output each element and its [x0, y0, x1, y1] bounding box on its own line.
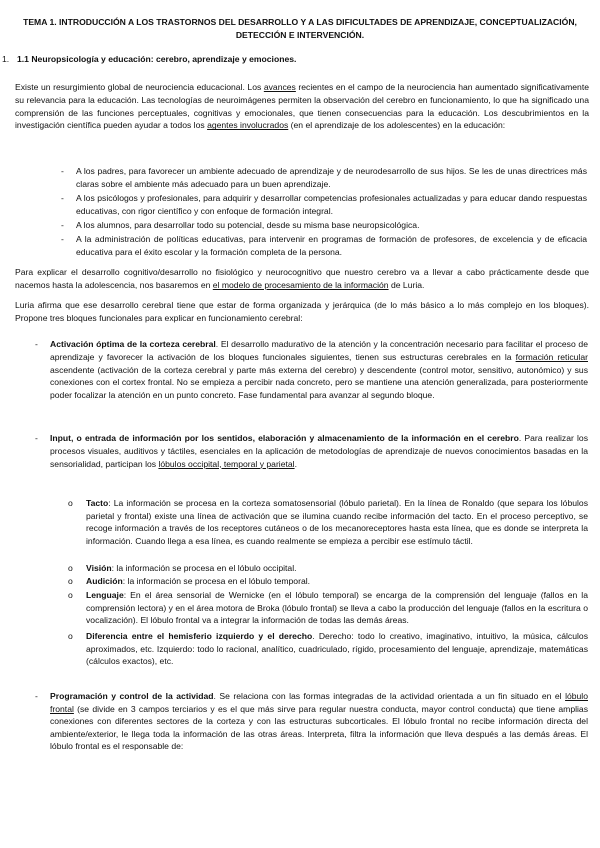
sub-bullet: o [68, 498, 73, 508]
sub-bullet: o [68, 563, 73, 573]
sub-item-hemisferios: Diferencia entre el hemisferio izquierdo y el derecho. Derecho: todo lo creativo, imaginativo, intuitivo, la música, cálculos aproximados, etc. Izquierdo: todo lo racional, analítico, cuadriculado, rígido, procesamiento del lenguaje, aprendizaje, matemáticas (cálculos exactos), etc. [86, 631, 588, 667]
list-dash: - [35, 691, 38, 701]
section-heading: 1.1 Neuropsicología y educación: cerebro, aprendizaje y emociones. [17, 54, 297, 64]
intro-paragraph: Existe un resurgimiento global de neurociencia educacional. Los avances recientes en el campo de la neurociencia han aumentado significativamente su relevancia para la educación. Las tecnologías de neuroimágenes permiten la observación del cerebro en funcionamiento, lo que ha significado una comprensión de las funciones perceptuales, cognitivas y emocionales, que tienen consecuencias para la educación. Los descubrimientos en la investigación científica pueden ayudar a todos los agentes involucrados (en el aprendizaje de los adolescentes) en la educación: [15, 82, 589, 131]
sub-bullet: o [68, 576, 73, 586]
title-line-2: DETECCIÓN E INTERVENCIÓN. [235, 30, 365, 40]
list-dash: - [35, 433, 38, 443]
luria-blocks-paragraph: Luria afirma que ese desarrollo cerebral tiene que estar de forma organizada y jerárquica (de lo más básico a lo más complejo en los bloques). Propone tres bloques funcionales para explicar en funcionamiento cerebral: [15, 300, 589, 323]
document-title [0, 16, 600, 42]
list-item: A los padres, para favorecer un ambiente adecuado de aprendizaje y de neurodesarrollo de sus hijos. Se les de unas directrices más claras sobre el ambiente más adecuado para un buen aprendizaje. [76, 166, 587, 189]
sub-item-tacto: Tacto: La información se procesa en la corteza somatosensorial (lóbulo parietal). En la línea de Ronaldo (que separa los lóbulos parietal y frontal) existe una línea de activación que se ilumina cuando recibe información del tacto. En el proceso perceptivo, se recoge información a través de los receptores cutáneos o de los mecanoreceptores hasta esta línea, que es donde se interpreta la información. Cuando llega a esa línea, es cuando realmente se empieza a percibir ese estímulo táctil. [86, 498, 588, 546]
block-2-input: Input, o entrada de información por los sentidos, elaboración y almacenamiento de la información en el cerebro. Para realizar los procesos visuales, auditivos y táctiles, esenciales en la aplicación de metodologías de aprendizaje de nuevos conocimientos basadas en la sensorialidad, participan los lóbulos occipital, temporal y parietal. [50, 433, 588, 469]
sub-bullet: o [68, 590, 73, 600]
list-dash: - [61, 220, 64, 230]
link-avances: avances [263, 82, 296, 92]
list-item: A los psicólogos y profesionales, para adquirir y desarrollar competencias profesionales actualizadas y para educar dando respuestas educativas, con rigor científico y con enfoque de formación integral. [76, 193, 587, 216]
list-item: A la administración de políticas educativas, para intervenir en programas de formación de profesores, de excelencia y de eficacia educativa para el éxito escolar y la formación completa de la persona. [76, 234, 587, 257]
luria-model-paragraph: Para explicar el desarrollo cognitivo/desarrollo no fisiológico y neurocognitivo que nuestro cerebro va a llevar a cabo prácticamente desde que nacemos hasta la adolescencia, nos basaremos en el modelo de procesamiento de la información de Luria. [15, 267, 589, 290]
list-item: A los alumnos, para desarrollar todo su potencial, desde su misma base neuropsicológica. [76, 220, 420, 230]
block-1-activation: Activación óptima de la corteza cerebral. El desarrollo madurativo de la atención y la concentración necesario para facilitar el proceso de aprendizaje y favorecer la activación de los bloques funcionales siguientes, tienen sus estructuras cerebrales en la formación reticular ascendente (activación de la corteza cerebral y parte más externa del cerebro) y descendente (control motor, sensitivo, autonómico) y sus conexiones con el cortex frontal. No se empieza a percibir nada concreto, pero se mantiene una atención generalizada, para posteriormente poder focalizar la atención en un punto concreto. Fase fundamental para avanzar al segundo bloque. [50, 339, 588, 401]
sub-item-audicion: Audición: la información se procesa en el lóbulo temporal. [86, 576, 311, 586]
block-3-programacion: Programación y control de la actividad. Se relaciona con las formas integradas de la actividad orientada a un fin situado en el lóbulo frontal (se divide en 3 campos terciarios y es el que más sirve para regular nuestra conducta, mayor control conducta) que tiene amplias conexiones con diferentes sectores de la corteza y con las estructuras subcorticales. El lóbulo frontal no recibe información directa del ambiente/exterior, le llega toda la información de las otras áreas. Interpreta, filtra la información que lleva después a las demás áreas. El lóbulo frontal es el responsable de: [50, 691, 588, 752]
sub-bullet: o [68, 631, 73, 641]
link-modelo-procesamiento: el modelo de procesamiento de la información [212, 279, 389, 290]
list-dash: - [61, 193, 64, 203]
sub-item-lenguaje: Lenguaje: En el área sensorial de Wernicke (en el lóbulo temporal) se encarga de la comprensión del lenguaje (fallos en la comprensión lectora) y en el área motora de Broka (lóbulo frontal) se lleva a cabo la producción del lenguaje (fallos en la escritura o vocalización). El lóbulo frontal va a integrar la información de todas las demás áreas. [86, 590, 588, 626]
list-dash: - [61, 234, 64, 244]
sub-item-vision: Visión: la información se procesa en el lóbulo occipital. [86, 563, 297, 573]
link-formacion-reticular: formación reticular [515, 351, 588, 362]
link-lobulos: lóbulos occipital, temporal y parietal [158, 458, 295, 469]
section-number: 1. [2, 54, 10, 64]
list-dash: - [35, 339, 38, 349]
link-agentes-involucrados: agentes involucrados [207, 120, 289, 131]
link-lobulo-frontal: lóbulo frontal [50, 691, 588, 714]
title-line-1: TEMA 1. INTRODUCCIÓN A LOS TRASTORNOS DEL DESARROLLO Y A LAS DIFICULTADES DE APRENDIZAJE, CONCEPTUALIZACIÓN, [23, 17, 577, 27]
list-dash: - [61, 166, 64, 176]
